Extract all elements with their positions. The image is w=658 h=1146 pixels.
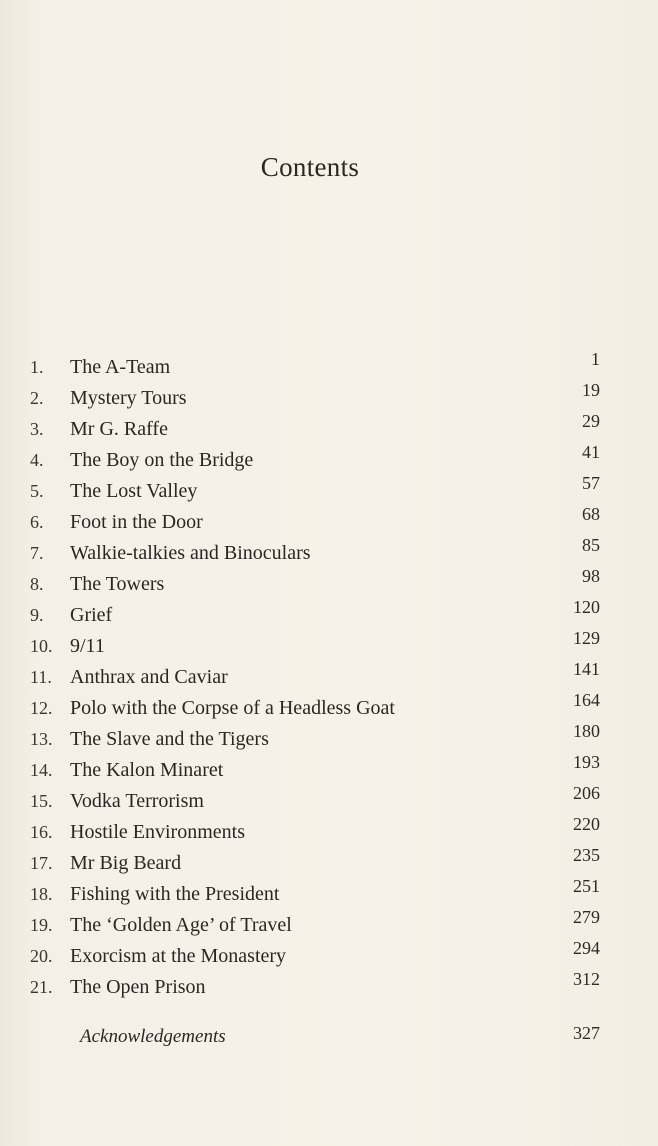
chapter-page: 294 — [573, 938, 600, 958]
chapter-page: 235 — [573, 845, 600, 865]
chapter-number: 12. — [30, 698, 53, 718]
contents-title: Contents — [260, 152, 360, 182]
toc-entry — [0, 783, 658, 817]
toc-entry — [0, 411, 658, 445]
chapter-number: 13. — [30, 729, 53, 749]
chapter-title: The Lost Valley — [70, 480, 198, 502]
chapter-title: Exorcism at the Monastery — [70, 945, 287, 967]
toc-entry — [0, 380, 658, 414]
chapter-number: 21. — [30, 977, 53, 997]
toc-entry — [0, 845, 658, 879]
toc-entry — [0, 628, 658, 662]
chapter-number: 4. — [30, 450, 44, 470]
chapter-title: The Kalon Minaret — [70, 759, 224, 781]
chapter-page: 68 — [582, 504, 600, 524]
chapter-page: 279 — [573, 907, 600, 927]
chapter-title: The A-Team — [70, 356, 171, 378]
chapter-page: 85 — [582, 535, 600, 555]
acknowledgements-page: 327 — [573, 1023, 600, 1043]
toc-entry — [0, 659, 658, 693]
toc-entry — [0, 969, 658, 1003]
chapter-title: Mystery Tours — [70, 387, 187, 409]
toc-entry — [0, 597, 658, 631]
chapter-page: 41 — [582, 442, 600, 462]
toc-entry — [0, 907, 658, 941]
toc-entry — [0, 349, 658, 383]
table-of-contents — [0, 349, 658, 1052]
toc-entry — [0, 504, 658, 538]
chapter-title: Fishing with the President — [70, 883, 280, 905]
chapter-title: Mr Big Beard — [70, 852, 182, 874]
chapter-page: 129 — [573, 628, 600, 648]
chapter-page: 1 — [591, 349, 600, 369]
chapter-title: 9/11 — [70, 635, 105, 657]
chapter-page: 120 — [573, 597, 600, 617]
chapter-title: Foot in the Door — [70, 511, 203, 533]
chapter-number: 18. — [30, 884, 53, 904]
toc-entry — [0, 566, 658, 600]
toc-entry — [0, 752, 658, 786]
chapter-title: The ‘Golden Age’ of Travel — [70, 914, 292, 936]
chapter-number: 7. — [30, 543, 44, 563]
toc-entry — [0, 473, 658, 507]
chapter-page: 164 — [573, 690, 600, 710]
chapter-page: 19 — [582, 380, 600, 400]
chapter-title: Anthrax and Caviar — [70, 666, 228, 688]
chapter-number: 20. — [30, 946, 53, 966]
toc-entry — [0, 876, 658, 910]
chapter-number: 8. — [30, 574, 44, 594]
chapter-title: Grief — [70, 604, 113, 626]
toc-entry — [0, 690, 658, 724]
chapter-page: 57 — [582, 473, 600, 493]
chapter-number: 10. — [30, 636, 53, 656]
toc-entry — [0, 814, 658, 848]
chapter-title: Walkie-talkies and Binoculars — [70, 542, 311, 564]
chapter-page: 251 — [573, 876, 600, 896]
chapter-title: The Boy on the Bridge — [70, 449, 254, 471]
chapter-number: 1. — [30, 357, 44, 377]
chapter-number: 2. — [30, 388, 44, 408]
toc-entry — [0, 442, 658, 476]
chapter-number: 3. — [30, 419, 44, 439]
chapter-page: 206 — [573, 783, 600, 803]
chapter-number: 15. — [30, 791, 53, 811]
chapter-title: Vodka Terrorism — [70, 790, 204, 812]
toc-entry — [0, 535, 658, 569]
chapter-title: Mr G. Raffe — [70, 418, 168, 440]
chapter-page: 220 — [573, 814, 600, 834]
acknowledgements-title: Acknowledgements — [80, 1026, 226, 1047]
chapter-title: The Towers — [70, 573, 165, 595]
chapter-page: 98 — [582, 566, 600, 586]
chapter-number: 14. — [30, 760, 53, 780]
chapter-number: 6. — [30, 512, 44, 532]
chapter-title: Polo with the Corpse of a Headless Goat — [70, 697, 395, 719]
toc-entry — [0, 721, 658, 755]
chapter-number: 5. — [30, 481, 44, 501]
toc-entry — [0, 938, 658, 972]
chapter-page: 141 — [573, 659, 600, 679]
chapter-number: 11. — [30, 667, 52, 687]
chapter-page: 312 — [573, 969, 600, 989]
toc-entry-acknowledgements — [0, 1021, 658, 1052]
chapter-number: 17. — [30, 853, 53, 873]
chapter-page: 193 — [573, 752, 600, 772]
chapter-page: 29 — [582, 411, 600, 431]
chapter-title: The Open Prison — [70, 976, 206, 998]
chapter-title: The Slave and the Tigers — [70, 728, 269, 750]
chapter-number: 9. — [30, 605, 44, 625]
chapter-title: Hostile Environments — [70, 821, 245, 843]
chapter-number: 16. — [30, 822, 53, 842]
chapter-number: 19. — [30, 915, 53, 935]
chapter-page: 180 — [573, 721, 600, 741]
